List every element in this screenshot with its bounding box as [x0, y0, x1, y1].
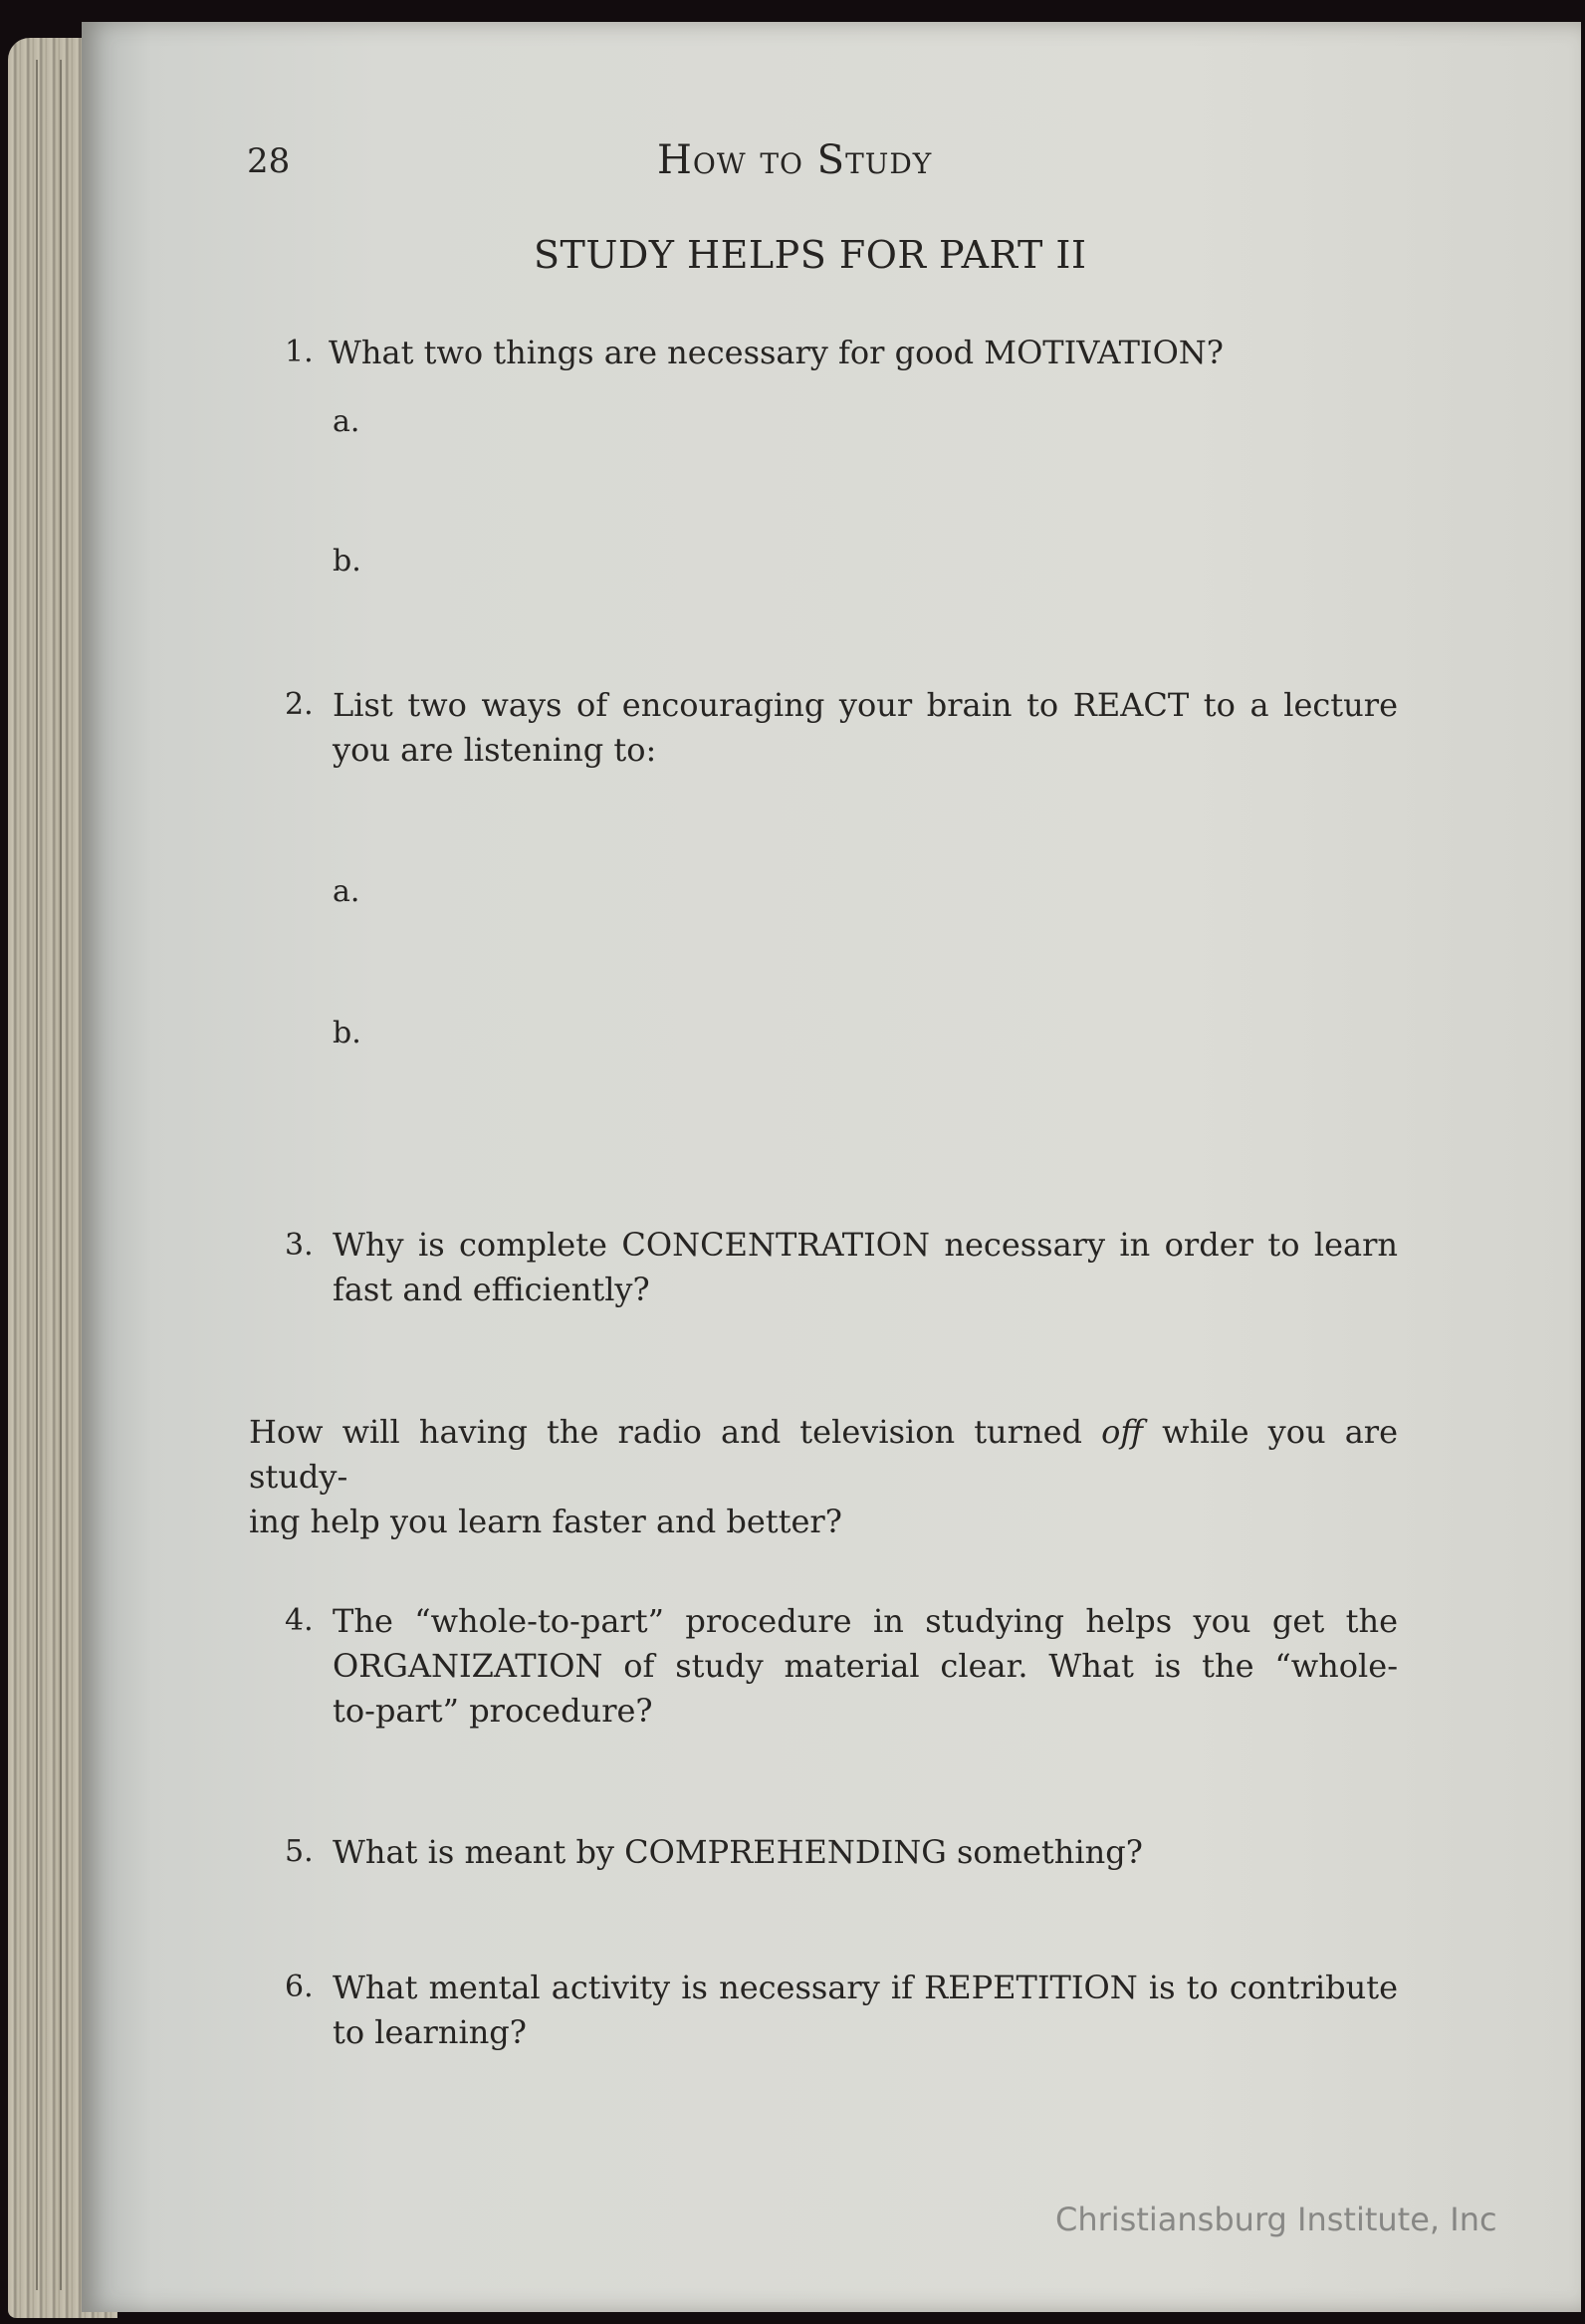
question-text — [333, 683, 1398, 773]
followup-line — [249, 1410, 1398, 1500]
running-head: How to Study — [657, 137, 933, 183]
question-number: 2. — [285, 687, 314, 722]
watermark: Christiansburg Institute, Inc — [1055, 2201, 1497, 2238]
question-number: 4. — [285, 1603, 314, 1638]
question-number: 1. — [285, 335, 314, 369]
answer-label: b. — [333, 544, 361, 579]
question-number: 5. — [285, 1834, 314, 1869]
answer-label: a. — [333, 874, 360, 909]
followup-line: ing help you learn faster and better? — [249, 1503, 842, 1540]
question-text — [333, 1223, 1398, 1312]
answer-label: b. — [333, 1016, 361, 1050]
followup-paragraph — [249, 1410, 1398, 1544]
question-text: What is meant by COMPREHENDING something? — [333, 1833, 1143, 1871]
question-number: 3. — [285, 1228, 314, 1263]
followup-italic: off — [1101, 1413, 1144, 1451]
section-title: STUDY HELPS FOR PART II — [534, 233, 1087, 277]
page-edge-line — [60, 60, 62, 2290]
question-text — [333, 1599, 1398, 1734]
page-edge-line — [36, 60, 38, 2290]
question-line: List two ways of encouraging your brain to REACT to a lecture — [333, 686, 1398, 724]
question-text — [333, 1966, 1398, 2055]
question-line: What mental activity is necessary if REPETITION is to contribute — [333, 1969, 1398, 2006]
question-line: ORGANIZATION of study material clear. What is the “whole- — [333, 1647, 1398, 1685]
question-text: What two things are necessary for good MOTIVATION? — [329, 334, 1224, 371]
followup-text: while you are study- — [249, 1413, 1399, 1496]
answer-label: a. — [333, 404, 360, 439]
question-line: you are listening to: — [333, 731, 657, 769]
question-line: fast and efficiently? — [333, 1271, 650, 1308]
question-number: 6. — [285, 1970, 314, 2004]
question-line: The “whole-to-part” procedure in studying helps you get the — [333, 1602, 1398, 1640]
page-number: 28 — [247, 141, 291, 181]
question-line: to learning? — [333, 2013, 527, 2051]
question-line: Why is complete CONCENTRATION necessary in order to learn — [333, 1226, 1398, 1264]
followup-text: How will having the radio and television turned — [249, 1413, 1102, 1451]
question-line: to-part” procedure? — [333, 1692, 653, 1730]
